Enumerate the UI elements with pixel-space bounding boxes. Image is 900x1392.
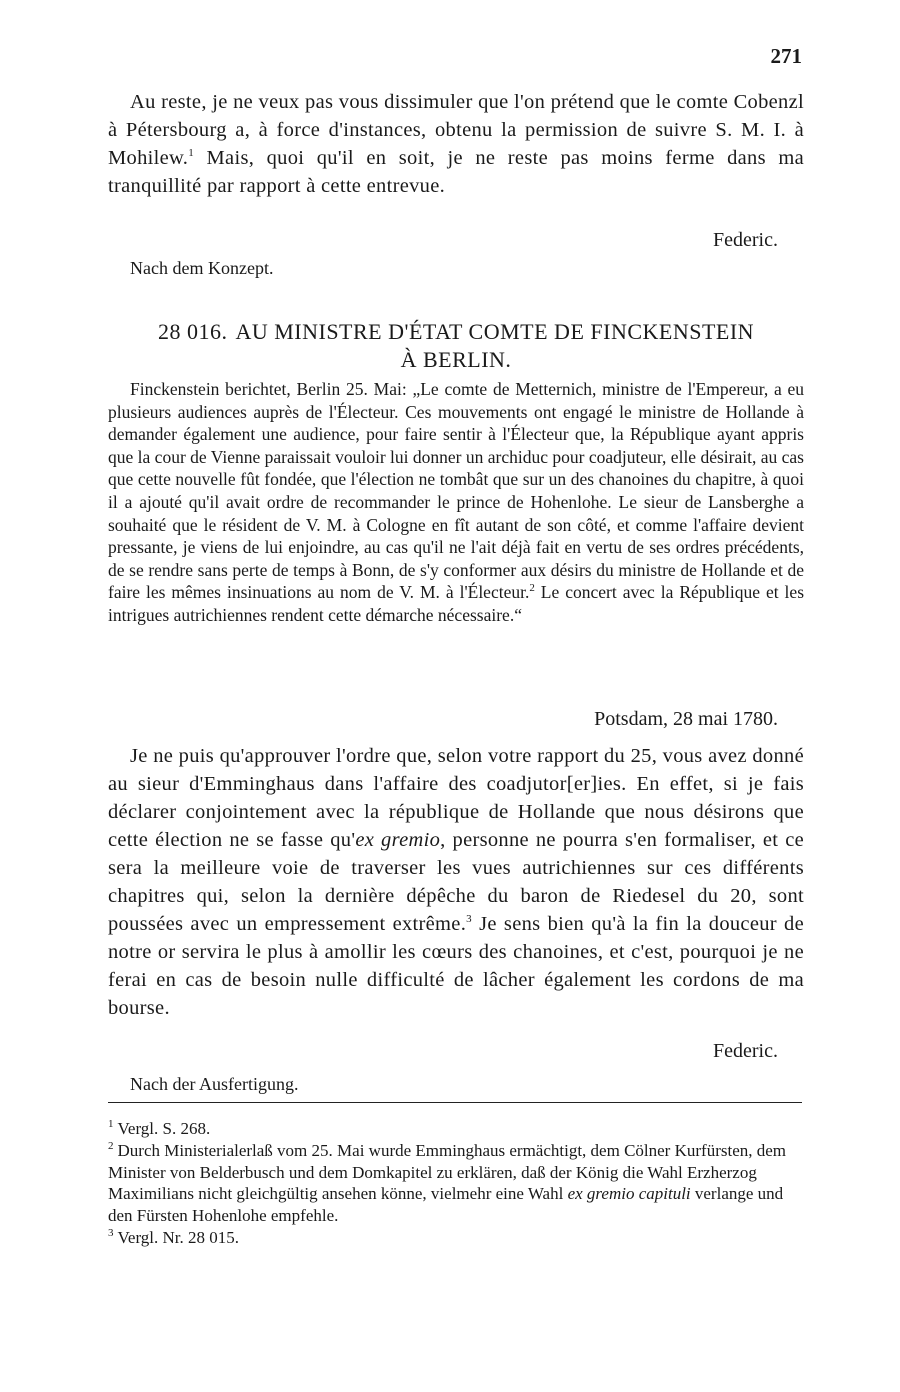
source-note-konzept: Nach dem Konzept. [130, 258, 274, 278]
signature-federic-1: Federic. [713, 229, 778, 251]
report-summary: Finckenstein berichtet, Berlin 25. Mai: „Le comte de Metternich, ministre de l'Empereur, a eu plusieurs audiences auprès de l'Électeur. Ces mouvements ont engagé le ministre de Hollande à demander également une audience, pour faire sentir à l'Électeur que, la République ayant appris que la cour de Vienne paraissait vouloir lui donner un archiduc pour coadjuteur, elle désirait, au cas que cette nouvelle fût fondée, que l'élection ne tombât que sur un des chanoines du chapitre, à quoi il a ajouté qu'il avait ordre de recommander le prince de Hohenlohe. Le sieur de Lansberghe a souhaité que le résident de V. M. à Cologne en fît autant de son côté, et comme l'affaire devient pressante, je viens de lui enjoindre, au cas qu'il ne l'ait déjà fait en vertu de ses ordres précédents, de se rendre sans perte de temps à Bonn, de s'y conformer aux désirs du ministre de Hollande et de faire les mêmes insinuations au nom de V. M. à l'Électeur.$^2$ Le concert avec la République et les intrigues autrichiennes rendent cette démarche nécessaire.“ [108, 379, 804, 625]
section-number: 28 016. [157, 319, 228, 344]
footnote-3: 3 Vergl. Nr. 28 015. [108, 1227, 240, 1247]
footnote-ref-3: 3 [466, 913, 472, 926]
italic-ex-gremio: ex gremio [355, 829, 441, 851]
section-heading [108, 318, 804, 374]
source-note-ausfertigung: Nach der Ausfertigung. [130, 1074, 299, 1094]
page-number: 271 [770, 44, 802, 68]
section-title-line2: À BERLIN. [400, 347, 512, 372]
signature-federic-2: Federic. [713, 1040, 778, 1062]
footnote-divider [108, 1102, 802, 1103]
footnotes [108, 1118, 804, 1249]
footnote-1: 1 Vergl. S. 268. [108, 1118, 211, 1138]
letter-body: Je ne puis qu'approuver l'ordre que, selon votre rapport du 25, vous avez donné au sieur d'Emminghaus dans l'affaire des coadjutor[er]ies. En effet, si je fais déclarer conjointement avec la république de Hollande que nous désirons que cette élection ne se fasse qu'ex gremio, personne ne pourra s'en formaliser, et ce sera la meilleure voie de traverser les vues autrichiennes sur ces différents chapitres qui, selon la dernière dépêche du baron de Riedesel du 20, sont poussées avec un empressement extrême.$^3$ Je sens bien qu'à la fin la douceur de notre or servira le plus à amollir les cœurs des chanoines, et c'est, pourquoi je ne ferai en cas de besoin nulle difficulté de lâcher également les cordons de ma bourse. [108, 745, 805, 1019]
top-letter-text: Au reste, je ne veux pas vous dissimuler que l'on prétend que le comte Cobenzl à Pétersbourg a, à force d'instances, obtenu la permission de suivre S. M. I. à Mohilew.$^1$ Mais, quoi qu'il en soit, je ne reste pas moins ferme dans ma tranquillité par rapport à cette entrevue. [108, 91, 804, 197]
dateline: Potsdam, 28 mai 1780. [594, 708, 778, 730]
section-title-line1: AU MINISTRE D'ÉTAT COMTE DE FINCKENSTEIN [235, 319, 755, 344]
footnote-ref-2: 2 [529, 582, 535, 595]
footnote-2: 2 Durch Ministerialerlaß vom 25. Mai wurde Emminghaus ermächtigt, dem Cölner Kurfürsten, dem Minister von Belderbusch und dem Domkapitel zu erklären, daß der König die Wahl Erzherzog Maximilians nicht gleichgültig ansehen könne, vielmehr eine Wahl ex gremio capituli verlange und den Fürsten Hohenlohe empfehle. [108, 1140, 787, 1226]
footnote-ref-1: 1 [188, 147, 195, 160]
